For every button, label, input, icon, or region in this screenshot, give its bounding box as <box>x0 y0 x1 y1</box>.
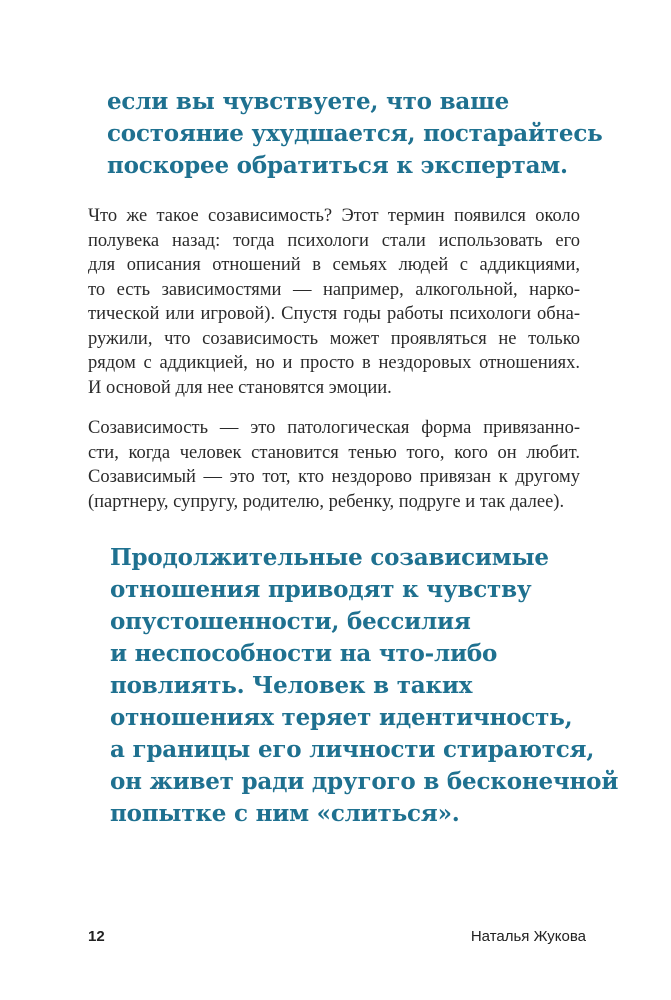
text-line: для описания отношений в семьях людей с аддикциями, <box>88 255 580 275</box>
quote-line: и неспособности на что-либо <box>110 640 498 667</box>
text-line: тической или игровой). Спустя годы работы психологи обна- <box>88 304 580 324</box>
quote-line: если вы чувствуете, что ваше <box>107 88 510 115</box>
quote-line: повлиять. Человек в таких <box>110 672 473 699</box>
quote-line: а границы его личности стираются, <box>110 736 595 763</box>
quote-line: отношения приводят к чувству <box>110 576 532 603</box>
page-number: 12 <box>88 928 105 945</box>
quote-line: Продолжительные созависимые <box>110 544 549 571</box>
quote-line: поскорее обратиться к экспертам. <box>107 152 568 179</box>
pull-quote-bottom <box>110 542 618 830</box>
text-line: Созависимость — это патологическая форма привязанно- <box>88 418 580 438</box>
text-line: (партнеру, супругу, родителю, ребенку, подруге и так далее). <box>88 491 565 512</box>
text-line: Что же такое созависимость? Этот термин появился около <box>88 206 580 226</box>
text-line: то есть зависимостями — например, алкогольной, нарко- <box>88 279 580 300</box>
text-line: полувека назад: тогда психологи стали использовать его <box>88 230 580 251</box>
quote-line: попытке с ним «слиться». <box>110 800 460 827</box>
pull-quote-top <box>107 86 603 182</box>
author-name: Наталья Жукова <box>470 928 586 945</box>
text-line: сти, когда человек становится тенью того, кого он любит. <box>88 442 580 463</box>
quote-line: состояние ухудшается, постарайтесь <box>107 120 603 147</box>
text-line: рядом с аддикцией, но и просто в нездоровых отношениях. <box>88 353 580 373</box>
quote-line: опустошенности, бессилия <box>110 608 471 635</box>
quote-line: отношениях теряет идентичность, <box>110 704 573 731</box>
quote-line: он живет ради другого в бесконечной <box>110 768 619 795</box>
text-line: И основой для нее становятся эмоции. <box>88 377 392 398</box>
paragraph-2 <box>88 416 580 514</box>
paragraph-1 <box>88 204 580 400</box>
text-line: ружили, что созависимость может проявляться не только <box>88 328 580 349</box>
text-line: Созависимый — это тот, кто нездорово привязан к другому <box>88 467 580 487</box>
